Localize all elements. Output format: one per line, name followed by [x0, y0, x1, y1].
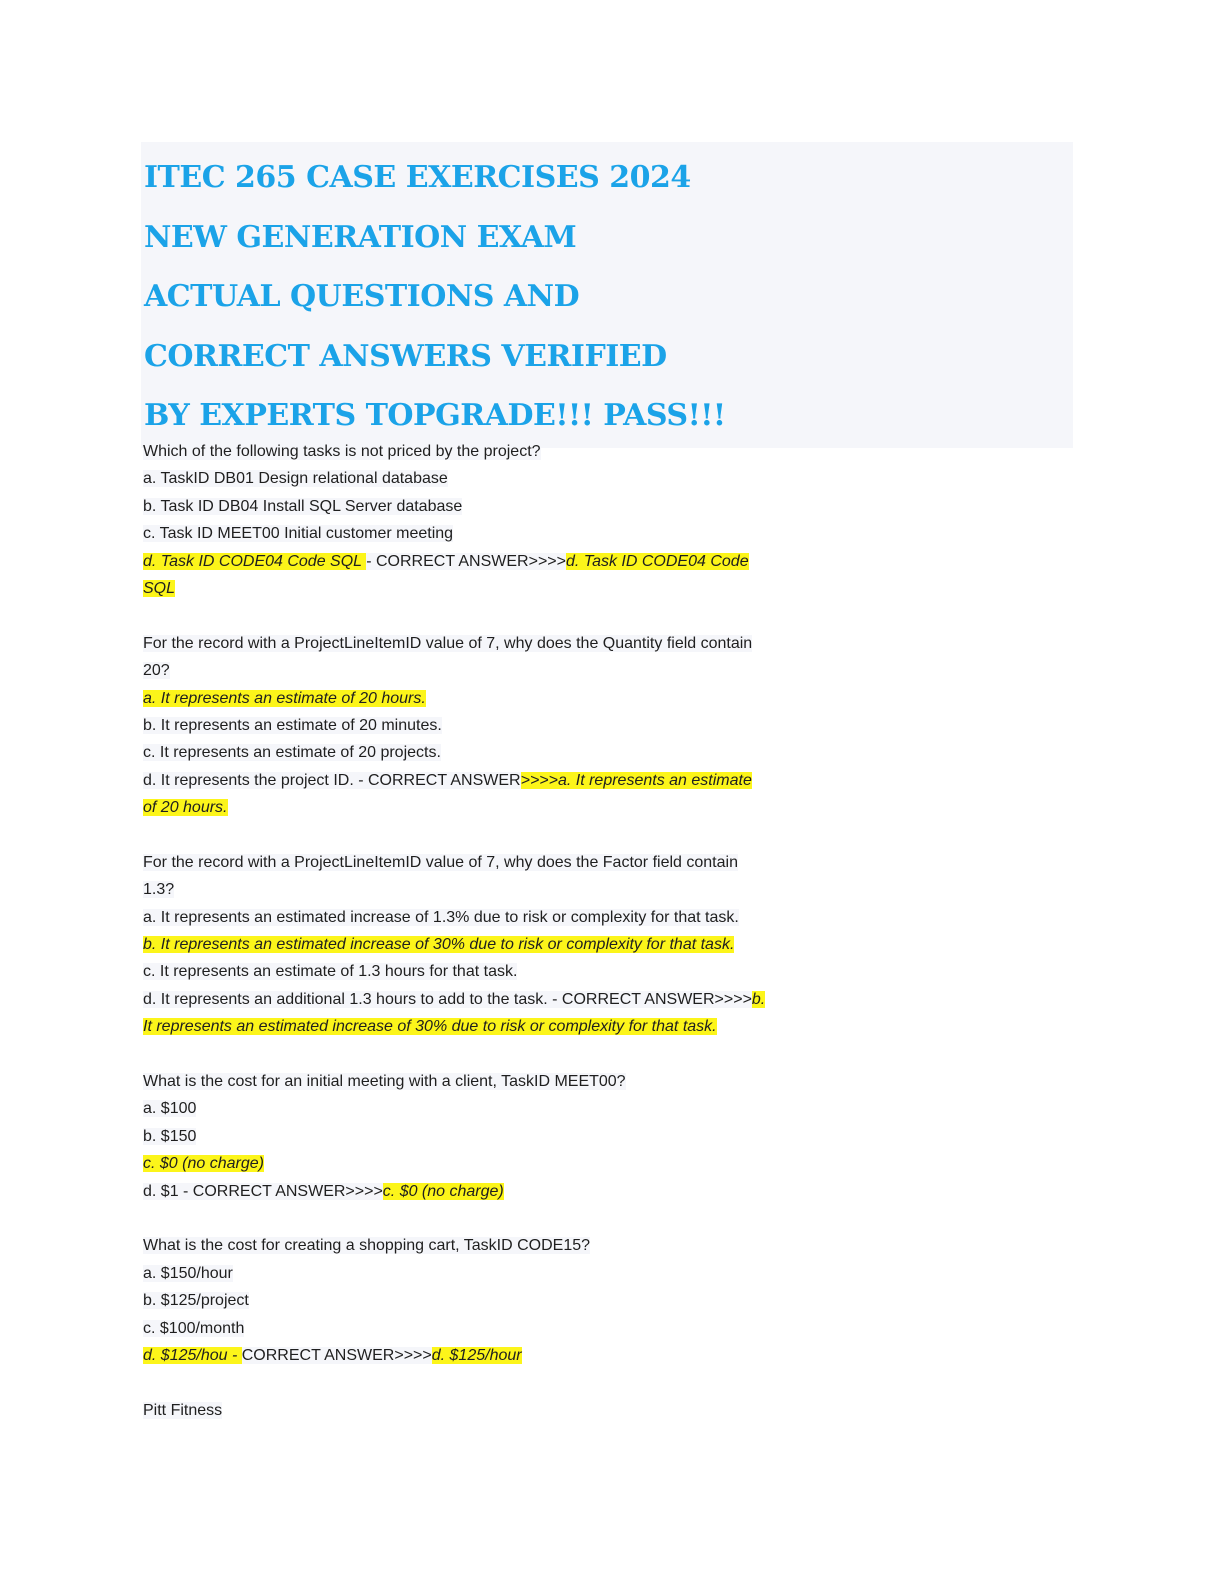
highlighted-answer: >>>>a. It represents an estimate [520, 771, 752, 789]
question-2-text-continued: 20? [143, 662, 170, 680]
question-1-answer-line [143, 548, 1083, 575]
highlighted-answer: d. $125/hour [431, 1346, 522, 1364]
question-1-answer-continued: SQL [143, 579, 176, 597]
highlighted-correct-option: d. Task ID CODE04 Code SQL [143, 552, 367, 570]
highlighted-answer: b. [751, 990, 766, 1008]
question-2-option-c: c. It represents an estimate of 20 projects. [143, 744, 441, 762]
question-3-option-c: c. It represents an estimate of 1.3 hours for that task. [143, 963, 518, 981]
question-4-text: What is the cost for an initial meeting with a client, TaskID MEET00? [143, 1072, 626, 1090]
question-4-option-c [143, 1150, 1083, 1177]
highlighted-answer: c. $0 (no charge) [382, 1182, 504, 1200]
question-2-text: For the record with a ProjectLineItemID value of 7, why does the Quantity field contain [143, 634, 753, 652]
question-3-option-b [143, 931, 1083, 958]
title-line: NEW GENERATION EXAM [144, 219, 577, 255]
title-line: CORRECT ANSWERS VERIFIED [144, 338, 667, 374]
question-5-option-a: a. $150/hour [143, 1264, 233, 1282]
question-5-answer-line [143, 1342, 1083, 1369]
document-title [141, 142, 1073, 448]
question-3-text-continued: 1.3? [143, 881, 175, 899]
question-3-text: For the record with a ProjectLineItemID value of 7, why does the Factor field contain [143, 853, 738, 871]
highlighted-correct-option: b. It represents an estimated increase of 30% due to risk or complexity for that task. [143, 936, 735, 954]
question-2-answer-continued: of 20 hours. [143, 799, 228, 817]
question-4-answer-line: d. $1 - CORRECT ANSWER>>>>c. $0 (no charge) [143, 1182, 504, 1200]
question-4-option-a: a. $100 [143, 1100, 197, 1118]
title-line: BY EXPERTS TOPGRADE!!! PASS!!! [144, 398, 726, 433]
question-1-option-c: c. Task ID MEET00 Initial customer meeting [143, 525, 454, 543]
question-2-option-b: b. It represents an estimate of 20 minutes. [143, 716, 442, 734]
question-2-option-a [143, 685, 1083, 712]
question-5-option-b: b. $125/project [143, 1292, 249, 1310]
question-3-option-a: a. It represents an estimated increase of 1.3% due to risk or complexity for that task. [143, 908, 739, 926]
question-1-option-b: b. Task ID DB04 Install SQL Server database [143, 497, 463, 515]
title-line: ITEC 265 CASE EXERCISES 2024 [144, 160, 691, 195]
question-5-option-c: c. $100/month [143, 1319, 245, 1337]
question-3-answer-line: d. It represents an additional 1.3 hours to add to the task. - CORRECT ANSWER>>>>b. [143, 990, 766, 1008]
question-4-option-b: b. $150 [143, 1127, 197, 1145]
question-1-text: Which of the following tasks is not priced by the project? [143, 443, 541, 460]
highlighted-correct-option: a. It represents an estimate of 20 hours. [143, 689, 426, 707]
highlighted-correct-option: c. $0 (no charge) [143, 1155, 264, 1173]
answer-label: CORRECT ANSWER>>>> [241, 1346, 432, 1364]
document-body [143, 438, 1083, 1424]
question-1-option-a: a. TaskID DB01 Design relational database [143, 470, 448, 488]
title-line: ACTUAL QUESTIONS AND [144, 279, 580, 314]
question-5-text: What is the cost for creating a shopping cart, TaskID CODE15? [143, 1237, 591, 1255]
answer-label: - CORRECT ANSWER>>>> [366, 552, 566, 570]
section-heading: Pitt Fitness [143, 1401, 223, 1419]
highlighted-correct-option: d. $125/hou - [143, 1346, 242, 1364]
question-3-answer-continued: It represents an estimated increase of 30% due to risk or complexity for that task. [143, 1018, 717, 1036]
question-2-answer-line: d. It represents the project ID. - CORRECT ANSWER>>>>a. It represents an estimate [143, 771, 752, 789]
highlighted-answer: d. Task ID CODE04 Code [565, 552, 749, 570]
